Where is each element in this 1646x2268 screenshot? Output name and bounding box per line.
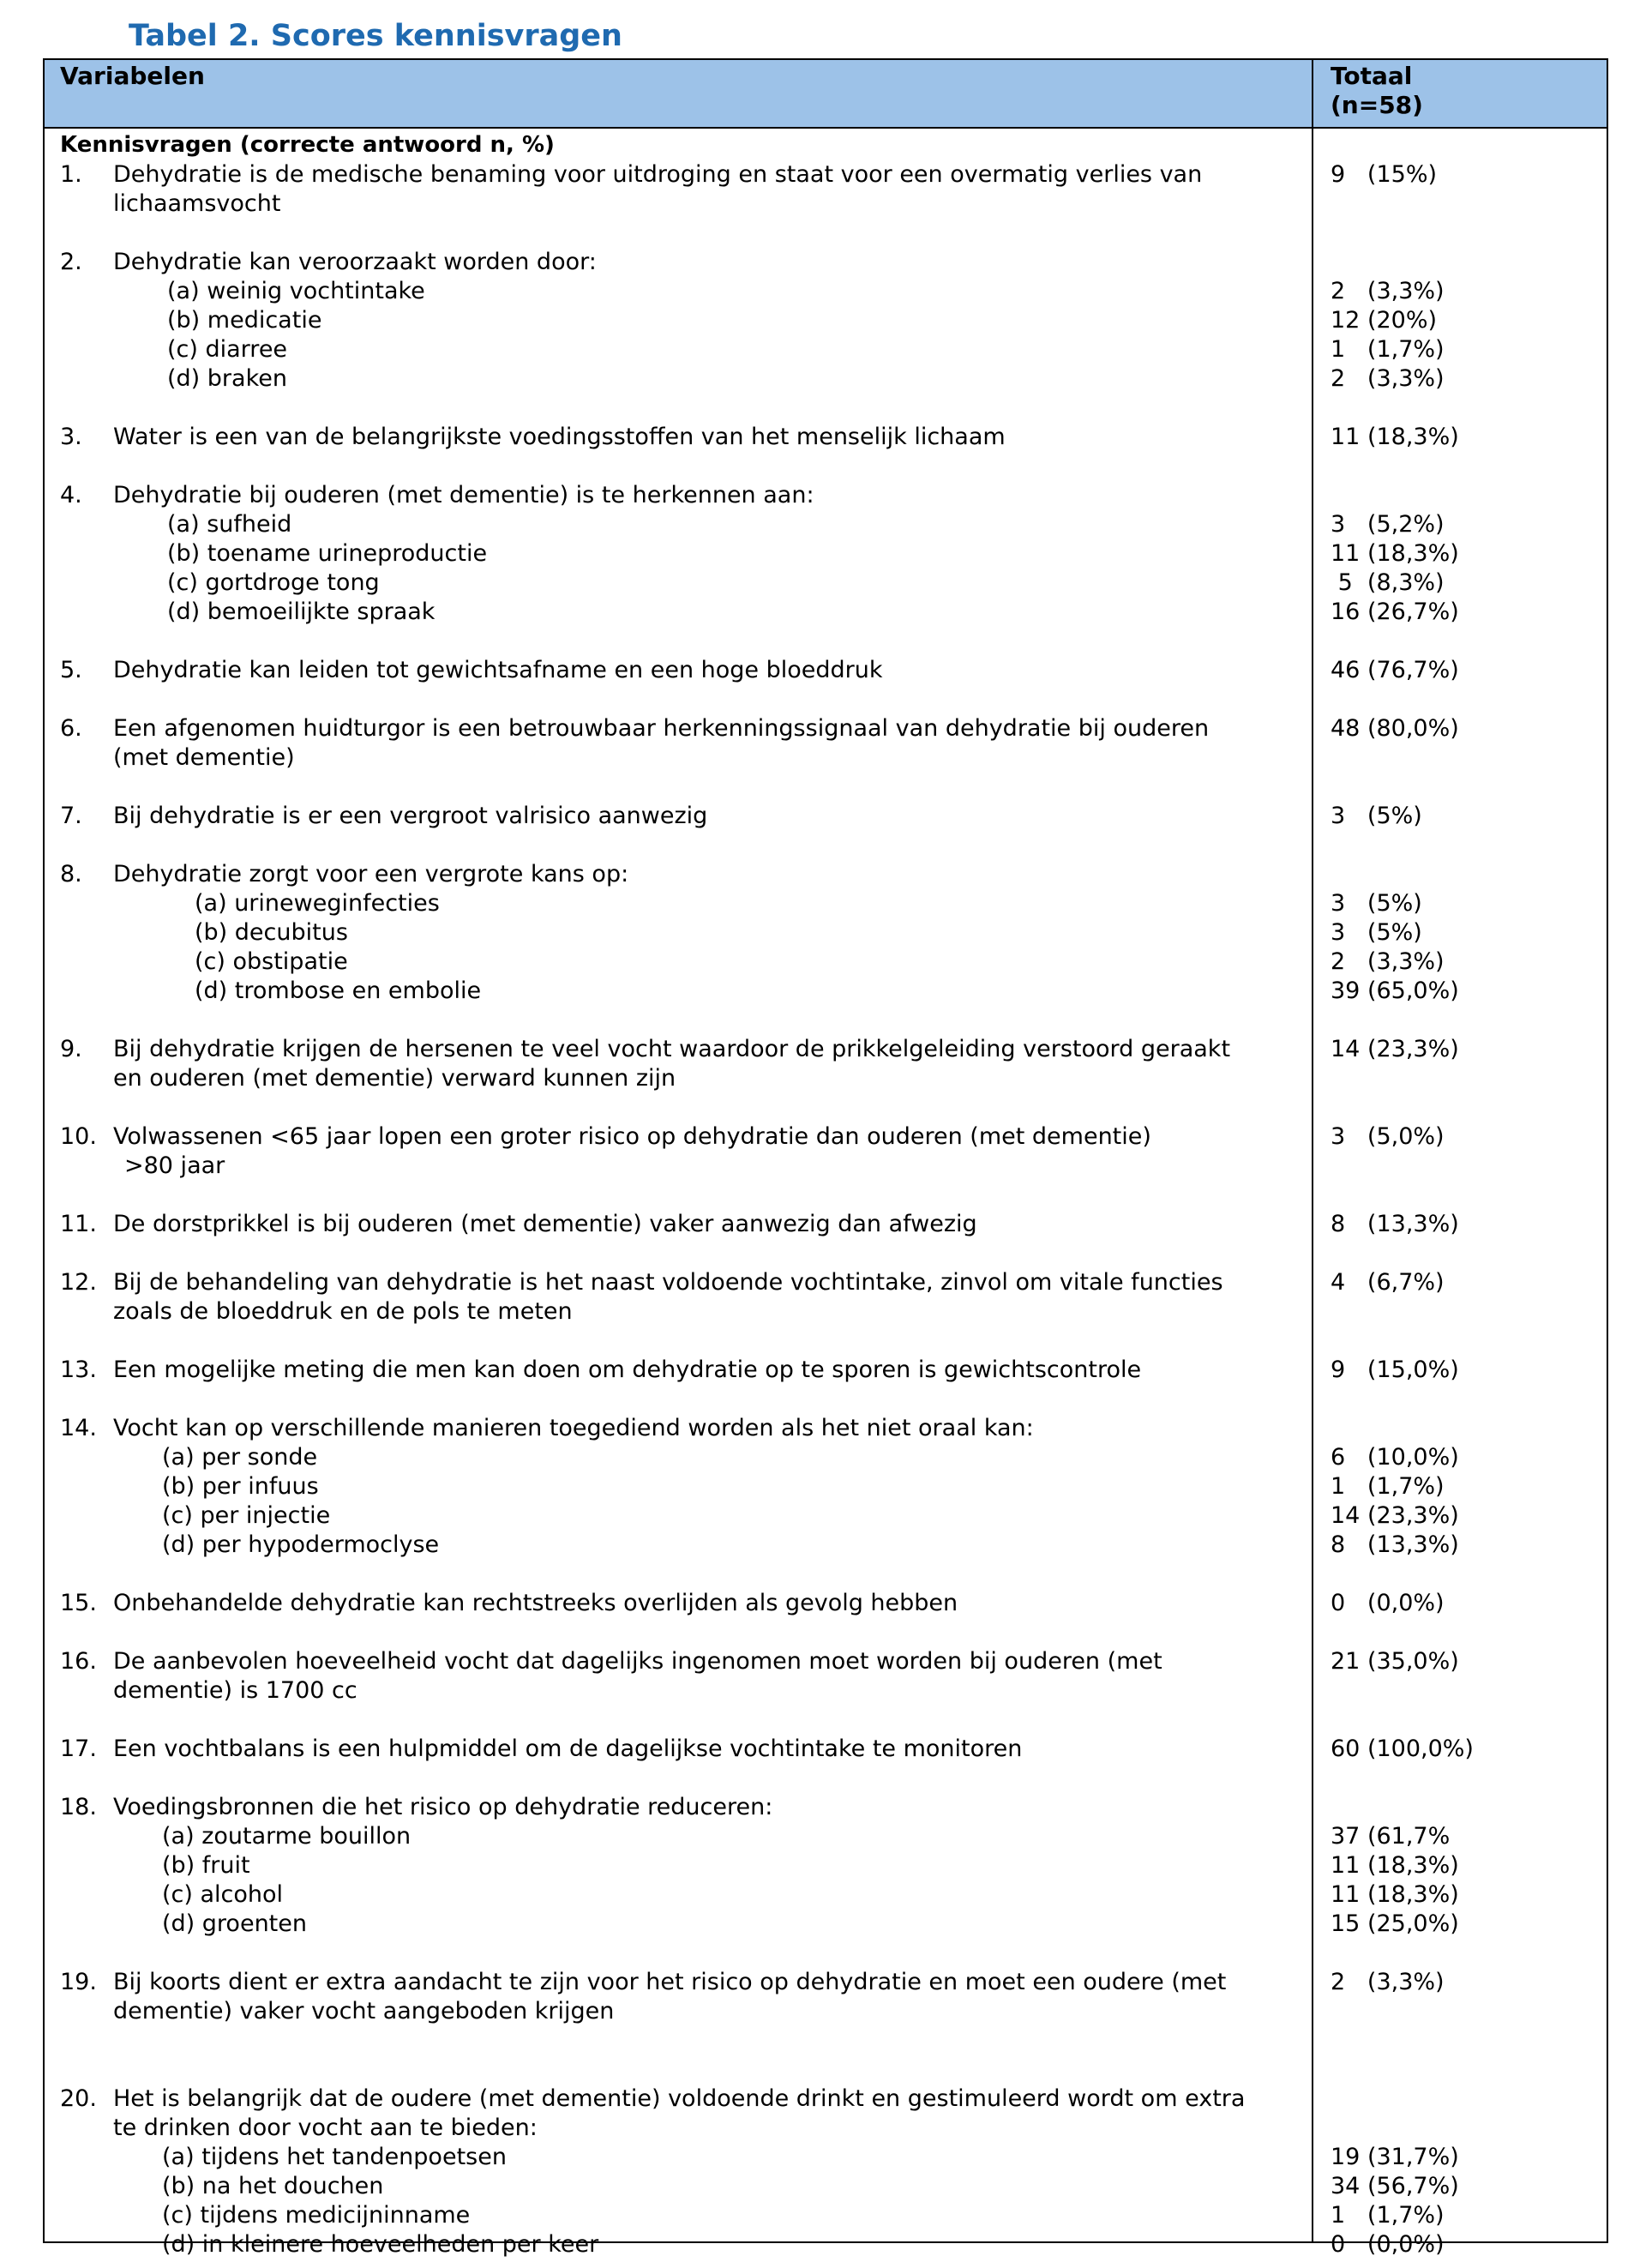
option-text: (a) per sonde — [162, 1444, 318, 1471]
question-text: De aanbevolen hoeveelheid vocht dat dagelijks ingenomen moet worden bij ouderen (met — [113, 1648, 1162, 1675]
question-number: 3. — [60, 424, 82, 450]
question-row — [45, 2085, 1607, 2114]
score-value: 16 (26,7%) — [1331, 599, 1459, 625]
spacer-row — [45, 1939, 1607, 1968]
scores-table — [43, 58, 1608, 2258]
score-value: 0 (0,0%) — [1331, 2231, 1445, 2258]
answer-option-row — [45, 889, 1607, 918]
question-text-continued: (met dementie) — [113, 744, 295, 771]
question-number: 1. — [60, 161, 82, 188]
continuation-row — [45, 743, 1607, 773]
score-value: 3 (5%) — [1331, 919, 1422, 946]
answer-option-row — [45, 948, 1607, 977]
score-value: 5 (8,3%) — [1331, 569, 1445, 596]
continuation-row — [45, 1064, 1607, 1093]
answer-option-row — [45, 306, 1607, 335]
question-number: 13. — [60, 1357, 97, 1383]
option-text: (b) per infuus — [162, 1473, 319, 1500]
score-value: 60 (100,0%) — [1331, 1736, 1474, 1762]
score-value: 2 (3,3%) — [1331, 948, 1445, 975]
question-text-continued: >80 jaar — [124, 1152, 225, 1179]
header-variables: Variabelen — [60, 62, 205, 90]
spacer-row — [45, 394, 1607, 423]
question-number: 6. — [60, 715, 82, 742]
answer-option-row — [45, 918, 1607, 948]
score-value: 34 (56,7%) — [1331, 2173, 1459, 2199]
question-row — [45, 1793, 1607, 1822]
question-text: Vocht kan op verschillende manieren toegediend worden als het niet oraal kan: — [113, 1415, 1034, 1441]
score-value: 19 (31,7%) — [1331, 2144, 1459, 2170]
option-text: (a) sufheid — [167, 511, 292, 538]
question-row — [45, 1210, 1607, 1239]
score-value: 9 (15,0%) — [1331, 1357, 1459, 1383]
question-row — [45, 1735, 1607, 1764]
question-text-continued: en ouderen (met dementie) verward kunnen zijn — [113, 1065, 676, 1092]
continuation-row — [45, 1676, 1607, 1706]
spacer-row — [45, 1385, 1607, 1414]
score-value: 37 (61,7% — [1331, 1823, 1451, 1850]
question-row — [45, 248, 1607, 277]
question-row — [45, 481, 1607, 510]
continuation-row — [45, 2114, 1607, 2143]
question-row — [45, 160, 1607, 190]
question-row — [45, 1122, 1607, 1152]
answer-option-row — [45, 1910, 1607, 1939]
question-number: 11. — [60, 1211, 97, 1237]
question-text: Bij dehydratie krijgen de hersenen te veel vocht waardoor de prikkelgeleiding verstoord geraakt — [113, 1036, 1231, 1062]
question-number: 4. — [60, 482, 82, 508]
question-row — [45, 1356, 1607, 1385]
header-total — [1331, 62, 1423, 120]
question-text: Dehydratie bij ouderen (met dementie) is te herkennen aan: — [113, 482, 814, 508]
spacer-row — [45, 1181, 1607, 1210]
question-number: 19. — [60, 1969, 97, 1995]
score-value: 8 (13,3%) — [1331, 1531, 1459, 1558]
spacer-row — [45, 1560, 1607, 1589]
option-text: (a) zoutarme bouillon — [162, 1823, 412, 1850]
question-number: 16. — [60, 1648, 97, 1675]
section-title: Kennisvragen (correcte antwoord n, %) — [60, 132, 555, 158]
question-number: 17. — [60, 1736, 97, 1762]
continuation-row — [45, 190, 1607, 219]
spacer-row — [45, 1006, 1607, 1035]
question-text-continued: dementie) vaker vocht aangeboden krijgen — [113, 1998, 615, 2024]
spacer-row — [45, 1764, 1607, 1793]
question-number: 7. — [60, 803, 82, 829]
option-text: (d) bemoeilijkte spraak — [167, 599, 436, 625]
answer-option-row — [45, 2201, 1607, 2230]
option-text: (b) decubitus — [195, 919, 348, 946]
spacer-row — [45, 627, 1607, 656]
spacer-row — [45, 452, 1607, 481]
score-value: 14 (23,3%) — [1331, 1502, 1459, 1529]
question-row — [45, 1035, 1607, 1064]
option-text: (c) per injectie — [162, 1502, 331, 1529]
answer-option-row — [45, 510, 1607, 539]
question-number: 15. — [60, 1590, 97, 1616]
question-row — [45, 1968, 1607, 1997]
score-value: 1 (1,7%) — [1331, 1473, 1445, 1500]
spacer-row — [45, 1706, 1607, 1735]
spacer-row — [45, 1327, 1607, 1356]
option-text: (a) tijdens het tandenpoetsen — [162, 2144, 507, 2170]
question-text: Water is een van de belangrijkste voedingsstoffen van het menselijk lichaam — [113, 424, 1006, 450]
score-value: 11 (18,3%) — [1331, 1881, 1459, 1908]
answer-option-row — [45, 2230, 1607, 2259]
spacer-row — [45, 1093, 1607, 1122]
answer-option-row — [45, 1851, 1607, 1880]
spacer-row — [45, 2055, 1607, 2085]
question-text: Een afgenomen huidturgor is een betrouwbaar herkenningssignaal van dehydratie bij ouderen — [113, 715, 1210, 742]
question-text: Dehydratie kan leiden tot gewichtsafname en een hoge bloeddruk — [113, 657, 883, 683]
spacer-row — [45, 831, 1607, 860]
question-number: 12. — [60, 1269, 97, 1296]
score-value: 48 (80,0%) — [1331, 715, 1459, 742]
score-value: 2 (3,3%) — [1331, 365, 1445, 392]
answer-option-row — [45, 569, 1607, 598]
question-number: 5. — [60, 657, 82, 683]
answer-option-row — [45, 1822, 1607, 1851]
answer-option-row — [45, 1531, 1607, 1560]
table-header — [45, 60, 1607, 129]
answer-option-row — [45, 335, 1607, 364]
question-text: Dehydratie is de medische benaming voor uitdroging en staat voor een overmatig verlies van — [113, 161, 1203, 188]
spacer-row — [45, 773, 1607, 802]
question-text-continued: te drinken door vocht aan te bieden: — [113, 2115, 538, 2141]
option-text: (b) toename urineproductie — [167, 540, 488, 567]
question-row — [45, 1268, 1607, 1297]
question-row — [45, 1414, 1607, 1443]
question-row — [45, 860, 1607, 889]
option-text: (b) fruit — [162, 1852, 250, 1879]
option-text: (d) groenten — [162, 1910, 307, 1937]
question-number: 18. — [60, 1794, 97, 1820]
question-text: Het is belangrijk dat de oudere (met dementie) voldoende drinkt en gestimuleerd wordt om extra — [113, 2085, 1246, 2112]
score-value: 4 (6,7%) — [1331, 1269, 1445, 1296]
option-text: (d) braken — [167, 365, 287, 392]
question-text: Een vochtbalans is een hulpmiddel om de dagelijkse vochtintake te monitoren — [113, 1736, 1023, 1762]
score-value: 2 (3,3%) — [1331, 278, 1445, 304]
question-text: Dehydratie kan veroorzaakt worden door: — [113, 249, 597, 275]
header-total-n: (n=58) — [1331, 91, 1423, 119]
option-text: (a) urineweginfecties — [195, 890, 440, 917]
question-text-continued: zoals de bloeddruk en de pols te meten — [113, 1298, 573, 1325]
score-value: 3 (5,0%) — [1331, 1123, 1445, 1150]
option-text: (c) alcohol — [162, 1881, 284, 1908]
score-value: 21 (35,0%) — [1331, 1648, 1459, 1675]
option-text: (c) gortdroge tong — [167, 569, 380, 596]
answer-option-row — [45, 1501, 1607, 1531]
score-value: 2 (3,3%) — [1331, 1969, 1445, 1995]
score-value: 11 (18,3%) — [1331, 1852, 1459, 1879]
question-text: Voedingsbronnen die het risico op dehydratie reduceren: — [113, 1794, 773, 1820]
spacer-row — [45, 2026, 1607, 2055]
question-text: Bij dehydratie is er een vergroot valrisico aanwezig — [113, 803, 708, 829]
header-total-label: Totaal — [1331, 62, 1413, 90]
option-text: (c) obstipatie — [195, 948, 348, 975]
table-caption: Tabel 2. Scores kennisvragen — [129, 19, 622, 53]
answer-option-row — [45, 539, 1607, 569]
continuation-row — [45, 1152, 1607, 1181]
question-number: 9. — [60, 1036, 82, 1062]
question-text: Een mogelijke meting die men kan doen om dehydratie op te sporen is gewichtscontrole — [113, 1357, 1142, 1383]
score-value: 3 (5%) — [1331, 803, 1422, 829]
answer-option-row — [45, 1443, 1607, 1472]
question-text-continued: lichaamsvocht — [113, 190, 281, 217]
score-value: 3 (5,2%) — [1331, 511, 1445, 538]
question-number: 8. — [60, 861, 82, 887]
score-value: 8 (13,3%) — [1331, 1211, 1459, 1237]
spacer-row — [45, 219, 1607, 248]
answer-option-row — [45, 1880, 1607, 1910]
score-value: 3 (5%) — [1331, 890, 1422, 917]
question-row — [45, 1647, 1607, 1676]
question-text: De dorstprikkel is bij ouderen (met dementie) vaker aanwezig dan afwezig — [113, 1211, 977, 1237]
question-number: 10. — [60, 1123, 97, 1150]
question-text: Volwassenen <65 jaar lopen een groter risico op dehydratie dan ouderen (met dementie) — [113, 1123, 1151, 1150]
question-text: Onbehandelde dehydratie kan rechtstreeks overlijden als gevolg hebben — [113, 1590, 958, 1616]
answer-option-row — [45, 598, 1607, 627]
option-text: (c) diarree — [167, 336, 288, 363]
spacer-row — [45, 1618, 1607, 1647]
continuation-row — [45, 1297, 1607, 1327]
continuation-row — [45, 1997, 1607, 2026]
score-value: 0 (0,0%) — [1331, 1590, 1445, 1616]
spacer-row — [45, 1239, 1607, 1268]
option-text: (d) per hypodermoclyse — [162, 1531, 440, 1558]
question-text: Dehydratie zorgt voor een vergrote kans op: — [113, 861, 629, 887]
question-row — [45, 1589, 1607, 1618]
question-text-continued: dementie) is 1700 cc — [113, 1677, 357, 1704]
score-value: 6 (10,0%) — [1331, 1444, 1459, 1471]
score-value: 1 (1,7%) — [1331, 2202, 1445, 2229]
question-row — [45, 714, 1607, 743]
option-text: (a) weinig vochtintake — [167, 278, 425, 304]
option-text: (b) na het douchen — [162, 2173, 384, 2199]
score-value: 1 (1,7%) — [1331, 336, 1445, 363]
answer-option-row — [45, 2143, 1607, 2172]
option-text: (c) tijdens medicijninname — [162, 2202, 471, 2229]
option-text: (b) medicatie — [167, 307, 322, 334]
score-value: 11 (18,3%) — [1331, 424, 1459, 450]
score-value: 12 (20%) — [1331, 307, 1438, 334]
spacer-row — [45, 685, 1607, 714]
question-text: Bij koorts dient er extra aandacht te zijn voor het risico op dehydratie en moet een oudere (met — [113, 1969, 1227, 1995]
question-row — [45, 802, 1607, 831]
question-number: 2. — [60, 249, 82, 275]
option-text: (d) trombose en embolie — [195, 978, 482, 1004]
score-value: 9 (15%) — [1331, 161, 1438, 188]
score-value: 11 (18,3%) — [1331, 540, 1459, 567]
question-text: Bij de behandeling van dehydratie is het naast voldoende vochtintake, zinvol om vitale functies — [113, 1269, 1223, 1296]
table-body — [45, 160, 1607, 2259]
answer-option-row — [45, 364, 1607, 394]
score-value: 39 (65,0%) — [1331, 978, 1459, 1004]
answer-option-row — [45, 977, 1607, 1006]
option-text: (d) in kleinere hoeveelheden per keer — [162, 2231, 599, 2258]
answer-option-row — [45, 277, 1607, 306]
question-row — [45, 423, 1607, 452]
answer-option-row — [45, 1472, 1607, 1501]
question-row — [45, 656, 1607, 685]
question-number: 14. — [60, 1415, 97, 1441]
score-value: 15 (25,0%) — [1331, 1910, 1459, 1937]
score-value: 14 (23,3%) — [1331, 1036, 1459, 1062]
score-value: 46 (76,7%) — [1331, 657, 1459, 683]
question-number: 20. — [60, 2085, 97, 2112]
answer-option-row — [45, 2172, 1607, 2201]
